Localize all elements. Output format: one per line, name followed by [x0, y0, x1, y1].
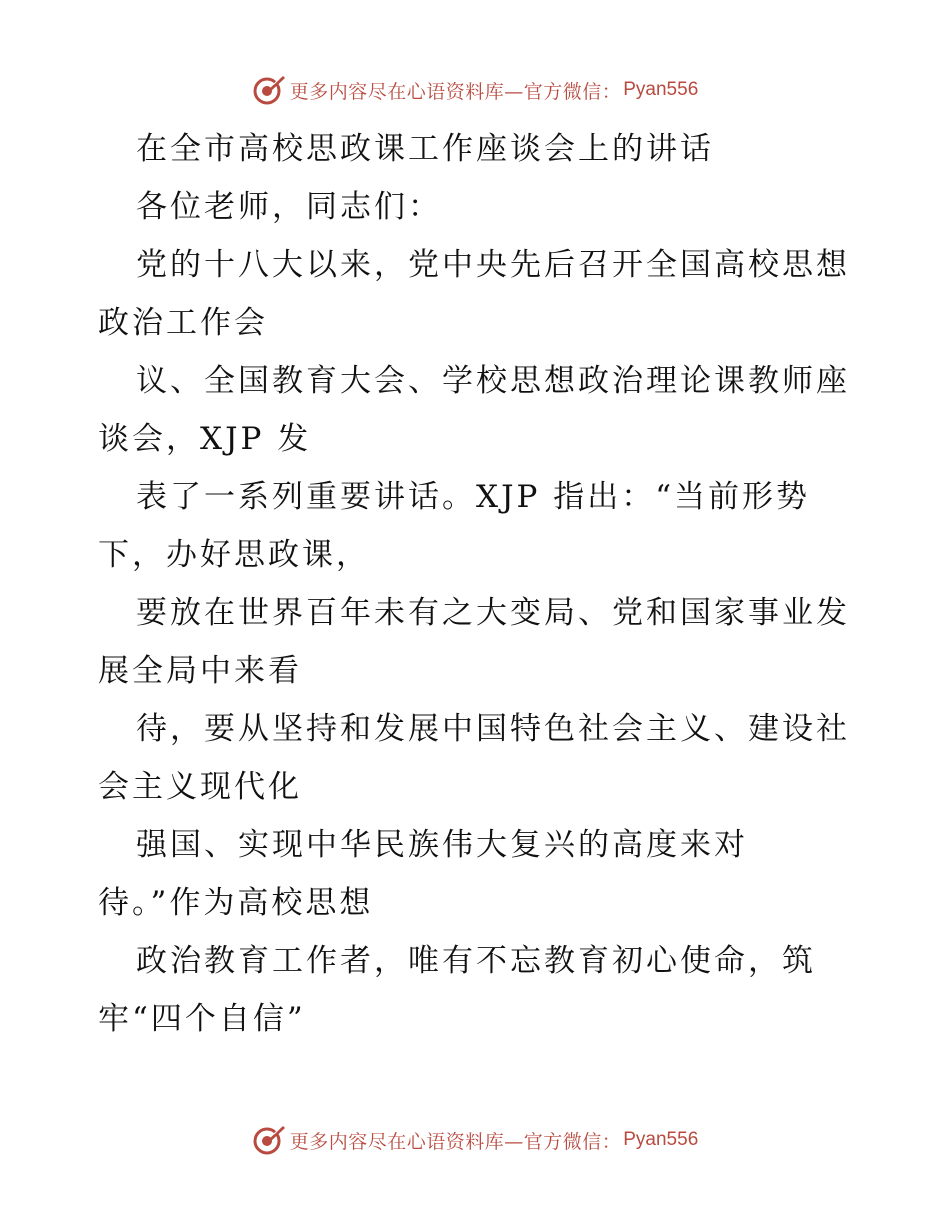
brush-logo-icon: [252, 1123, 286, 1157]
watermark-handle: Pyan556: [623, 1129, 699, 1150]
header-watermark: [0, 70, 950, 110]
footer-watermark: [0, 1120, 950, 1160]
brush-logo-icon: [252, 73, 286, 107]
text-line: 在全市高校思政课工作座谈会上的讲话: [136, 131, 714, 167]
watermark-handle: Pyan556: [623, 79, 699, 100]
text-line: 议、全国教育大会、学校思想政治理论课教师座: [136, 363, 850, 399]
text-line: 表了一系列重要讲话。XJP 指出：“当前形势: [136, 479, 811, 515]
text-line: 强国、实现中华民族伟大复兴的高度来对: [136, 827, 748, 863]
text-line: 党的十八大以来，党中央先后召开全国高校思想: [136, 247, 850, 283]
text-line: 展全局中来看: [98, 653, 302, 689]
text-line: 各位老师，同志们：: [136, 189, 442, 225]
text-line: 待。”作为高校思想: [98, 885, 374, 921]
text-line: 政治工作会: [98, 305, 268, 341]
text-line: 谈会，XJP 发: [98, 421, 312, 457]
text-line: 会主义现代化: [98, 769, 302, 805]
text-line: 待，要从坚持和发展中国特色社会主义、建设社: [136, 711, 850, 747]
text-line: 政治教育工作者，唯有不忘教育初心使命，筑: [136, 943, 816, 979]
watermark-text: 更多内容尽在心语资料库—官方微信：: [289, 80, 622, 103]
text-line: 下，办好思政课，: [98, 537, 370, 573]
document-body: [98, 120, 858, 1048]
text-line: 要放在世界百年未有之大变局、党和国家事业发: [136, 595, 850, 631]
text-line: 牢“四个自信”: [98, 1001, 306, 1037]
watermark-text: 更多内容尽在心语资料库—官方微信：: [289, 1130, 622, 1153]
